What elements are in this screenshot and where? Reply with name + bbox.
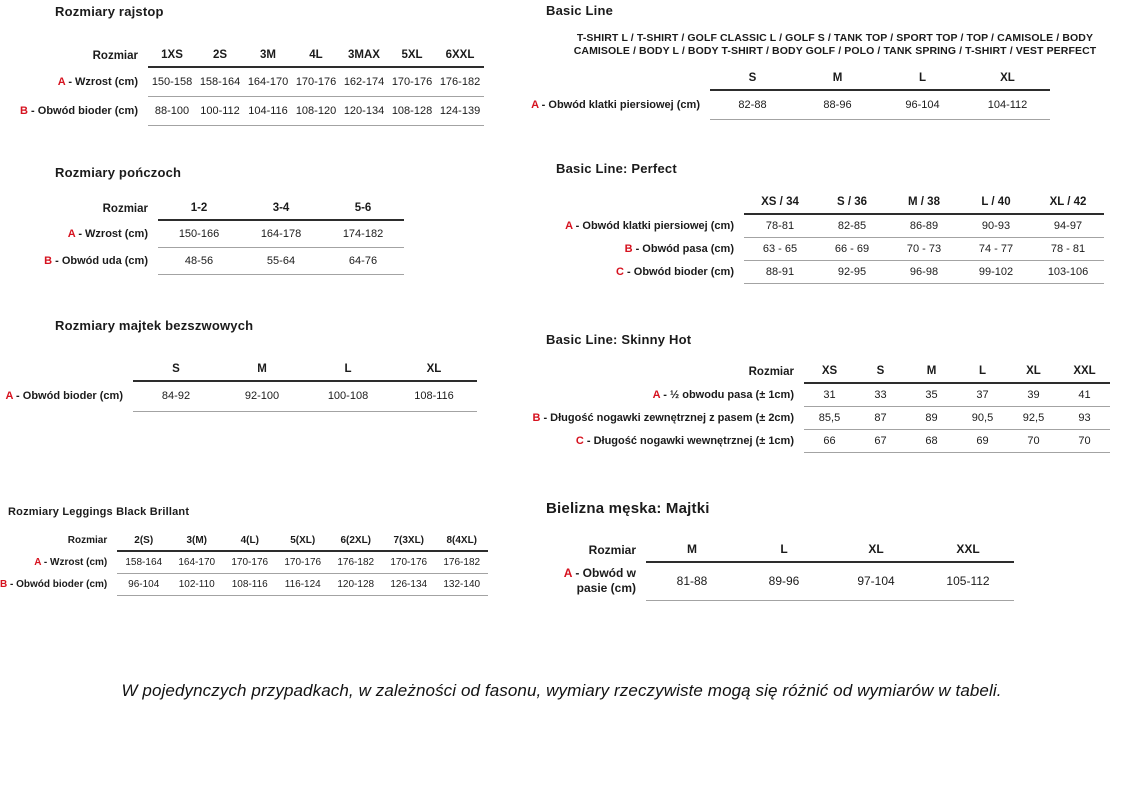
measurement-value: 164-178 [240,220,322,247]
measurement-row-label: B - Obwód uda (cm) [44,254,148,267]
measurement-value: 68 [906,429,957,452]
mens-briefs-size-table [546,542,1014,601]
measurement-row-label: C - Obwód bioder (cm) [616,265,734,278]
perfect-size-table [554,196,1104,284]
section-basic-line [520,3,1120,120]
measurement-value: 96-104 [880,90,965,119]
size-column-header: 4L [292,49,340,67]
size-column-header: XXL [1059,365,1110,383]
measurement-letter: A [531,98,539,111]
measurement-value: 92-95 [816,260,888,283]
measurement-value: 176-182 [329,551,382,573]
section-title: Rozmiary pończoch [55,165,182,180]
measurement-value: 97-104 [830,562,922,600]
measurement-letter: B [44,254,53,267]
measurement-letter: B [624,242,633,255]
measurement-value: 94-97 [1032,214,1104,237]
section-title: Bielizna męska: Majtki [546,500,710,517]
measurement-value: 33 [855,383,906,406]
section-basic-line-skinny-hot [524,332,1110,453]
measurement-row-label: A - Obwód klatki piersiowej (cm) [531,98,700,111]
measurement-value: 41 [1059,383,1110,406]
measurement-value: 132-140 [435,573,488,595]
section-title: Basic Line: Perfect [556,161,677,176]
measurement-value: 86-89 [888,214,960,237]
measurement-value: 87 [855,406,906,429]
measurement-value: 108-120 [292,96,340,125]
size-column-header: L [738,542,830,562]
measurement-row-label: A - Obwód bioder (cm) [5,390,123,402]
size-table [5,363,477,412]
section-title: Basic Line: Skinny Hot [546,332,692,347]
measurement-value: 63 - 65 [744,237,816,260]
size-column-header: 3MAX [340,49,388,67]
tights-size-table [20,49,484,126]
size-column-header: S [710,72,795,90]
skinny-hot-size-table [524,365,1110,453]
size-column-header: 3M [244,49,292,67]
size-column-header: M [646,542,738,562]
measurement-value: 176-182 [436,67,484,96]
measurement-value: 70 [1008,429,1059,452]
measurement-value: 108-116 [391,381,477,411]
measurement-value: 66 [804,429,855,452]
size-column-header: 8(4XL) [435,535,488,551]
measurement-value: 103-106 [1032,260,1104,283]
measurement-value: 82-88 [710,90,795,119]
measurement-value: 92,5 [1008,406,1059,429]
measurement-value: 78-81 [744,214,816,237]
size-row-header: Rozmiar [67,535,108,546]
measurement-value: 120-134 [340,96,388,125]
measurement-row-label: A - Wzrost (cm) [57,75,138,88]
measurement-value: 37 [957,383,1008,406]
size-column-header: M / 38 [888,196,960,214]
seamless-briefs-size-table [5,363,477,412]
section-leggings-sizes [0,506,488,596]
measurement-value: 164-170 [170,551,223,573]
product-list: T-SHIRT L / T-SHIRT / GOLF CLASSIC L / GOLF S / TANK TOP / SPORT TOP / TOP / CAMISOLE / BODY CAMISOLE / BODY L / BODY T-SHIRT / BODY GOLF / POLO / TANK SPRING / T-SHIRT / VEST PERFECT [573,32,1097,57]
size-column-header: XL / 42 [1032,196,1104,214]
section-tights-sizes [20,4,484,126]
size-column-header: L [957,365,1008,383]
measurement-letter: B [532,411,541,424]
measurement-value: 170-176 [382,551,435,573]
measurement-letter: C [616,265,624,278]
measurement-letter: A [57,75,66,88]
measurement-value: 48-56 [158,247,240,274]
measurement-value: 162-174 [340,67,388,96]
size-column-header: M [795,72,880,90]
measurement-value: 67 [855,429,906,452]
measurement-value: 100-108 [305,381,391,411]
size-column-header: S [855,365,906,383]
measurement-value: 64-76 [322,247,404,274]
size-column-header: 1XS [148,49,196,67]
size-column-header: 2S [196,49,244,67]
section-seamless-briefs-sizes [5,318,477,412]
measurement-value: 55-64 [240,247,322,274]
size-column-header: S / 36 [816,196,888,214]
size-column-header: 7(3XL) [382,535,435,551]
size-column-header: XL [1008,365,1059,383]
size-column-header: XS [804,365,855,383]
measurement-value: 176-182 [435,551,488,573]
measurement-value: 102-110 [170,573,223,595]
measurement-value: 170-176 [223,551,276,573]
leggings-size-table [0,535,488,596]
measurement-letter: A [67,227,76,240]
measurement-value: 84-92 [133,381,219,411]
measurement-value: 69 [957,429,1008,452]
section-title: Rozmiary majtek bezszwowych [55,318,254,333]
measurement-value: 105-112 [922,562,1014,600]
measurement-value: 90,5 [957,406,1008,429]
measurement-letter: B [20,104,28,117]
measurement-row-label: A - ½ obwodu pasa (± 1cm) [652,388,794,401]
size-row-header [520,72,710,90]
measurement-value: 70 [1059,429,1110,452]
measurement-value: 158-164 [117,551,170,573]
section-title: Basic Line [546,3,614,18]
section-stockings-sizes [30,165,404,275]
measurement-value: 35 [906,383,957,406]
size-table [30,202,404,275]
measurement-value: 150-158 [148,67,196,96]
section-mens-underwear [546,500,1014,601]
section-title: Rozmiary Leggings Black Brillant [8,506,190,518]
stockings-size-table [30,202,404,275]
size-column-header: XS / 34 [744,196,816,214]
measurement-letter: A [652,388,661,401]
size-column-header: 5-6 [322,202,404,220]
measurement-value: 89 [906,406,957,429]
measurement-value: 164-170 [244,67,292,96]
size-row-header [554,196,744,214]
size-row-header: Rozmiar [92,50,138,62]
measurement-value: 108-116 [223,573,276,595]
measurement-value: 100-112 [196,96,244,125]
size-column-header: 6XXL [436,49,484,67]
size-table [546,542,1014,601]
size-column-header: M [906,365,957,383]
measurement-value: 158-164 [196,67,244,96]
size-column-header: XL [965,72,1050,90]
measurement-value: 78 - 81 [1032,237,1104,260]
measurement-value: 66 - 69 [816,237,888,260]
measurement-value: 174-182 [322,220,404,247]
section-basic-line-perfect [554,161,1104,284]
measurement-value: 104-116 [244,96,292,125]
size-table [524,365,1110,453]
size-column-header: M [219,363,305,381]
measurement-value: 104-112 [965,90,1050,119]
measurement-row-label: B - Obwód bioder (cm) [20,104,138,117]
measurement-value: 96-98 [888,260,960,283]
measurement-value: 31 [804,383,855,406]
measurement-value: 120-128 [329,573,382,595]
measurement-value: 90-93 [960,214,1032,237]
size-table [20,49,484,126]
size-column-header: 6(2XL) [329,535,382,551]
measurement-value: 88-96 [795,90,880,119]
measurement-row-label: A - Wzrost (cm) [34,556,108,568]
size-row-header: Rozmiar [588,543,636,557]
measurement-row-label: B - Długość nogawki zewnętrznej z pasem (± 2cm) [532,411,794,424]
size-column-header: S [133,363,219,381]
size-column-header: 3-4 [240,202,322,220]
measurement-value: 88-100 [148,96,196,125]
size-column-header: 3(M) [170,535,223,551]
measurement-row-label: B - Obwód bioder (cm) [0,578,108,590]
basic-line-size-table [520,72,1120,120]
size-column-header: 1-2 [158,202,240,220]
measurement-letter: A [563,566,572,580]
size-column-header: XL [830,542,922,562]
measurement-value: 99-102 [960,260,1032,283]
size-column-header: 5XL [388,49,436,67]
measurement-value: 170-176 [276,551,329,573]
measurement-value: 82-85 [816,214,888,237]
measurement-value: 96-104 [117,573,170,595]
measurement-letter: A [34,556,42,568]
size-column-header: 2(S) [117,535,170,551]
measurement-value: 81-88 [646,562,738,600]
measurement-value: 39 [1008,383,1059,406]
size-column-header: L [305,363,391,381]
measurement-value: 108-128 [388,96,436,125]
size-column-header: L / 40 [960,196,1032,214]
measurement-value: 70 - 73 [888,237,960,260]
size-column-header: XXL [922,542,1014,562]
measurement-letter: B [0,578,8,590]
measurement-row-label: A - Obwód klatki piersiowej (cm) [565,219,734,232]
section-title: Rozmiary rajstop [55,4,164,19]
measurement-value: 74 - 77 [960,237,1032,260]
measurement-value: 88-91 [744,260,816,283]
measurement-value: 89-96 [738,562,830,600]
measurement-row-label: C - Długość nogawki wewnętrznej (± 1cm) [575,434,794,447]
measurement-value: 150-166 [158,220,240,247]
size-column-header: 4(L) [223,535,276,551]
measurement-letter: A [5,390,13,402]
measurement-value: 93 [1059,406,1110,429]
measurement-value: 170-176 [388,67,436,96]
measurement-value: 116-124 [276,573,329,595]
size-row-header [5,363,133,381]
size-row-header: Rozmiar [102,203,148,215]
size-column-header: L [880,72,965,90]
size-table [554,196,1104,284]
measurement-value: 126-134 [382,573,435,595]
size-table [520,72,1050,120]
measurement-row-label: A - Wzrost (cm) [67,227,148,240]
size-table [0,535,488,596]
measurement-letter: C [575,434,584,447]
measurement-value: 85,5 [804,406,855,429]
measurement-value: 92-100 [219,381,305,411]
disclaimer-text: W pojedynczych przypadkach, w zależności od fasonu, wymiary rzeczywiste mogą się różnić od wymiarów w tabeli. [121,681,1002,700]
size-column-header: XL [391,363,477,381]
measurement-row-label: B - Obwód pasa (cm) [624,242,734,255]
measurement-value: 124-139 [436,96,484,125]
measurement-value: 170-176 [292,67,340,96]
measurement-letter: A [565,219,573,232]
size-row-header: Rozmiar [748,366,794,378]
measurement-row-label: A - Obwód w pasie (cm) [563,566,636,595]
size-column-header: 5(XL) [276,535,329,551]
